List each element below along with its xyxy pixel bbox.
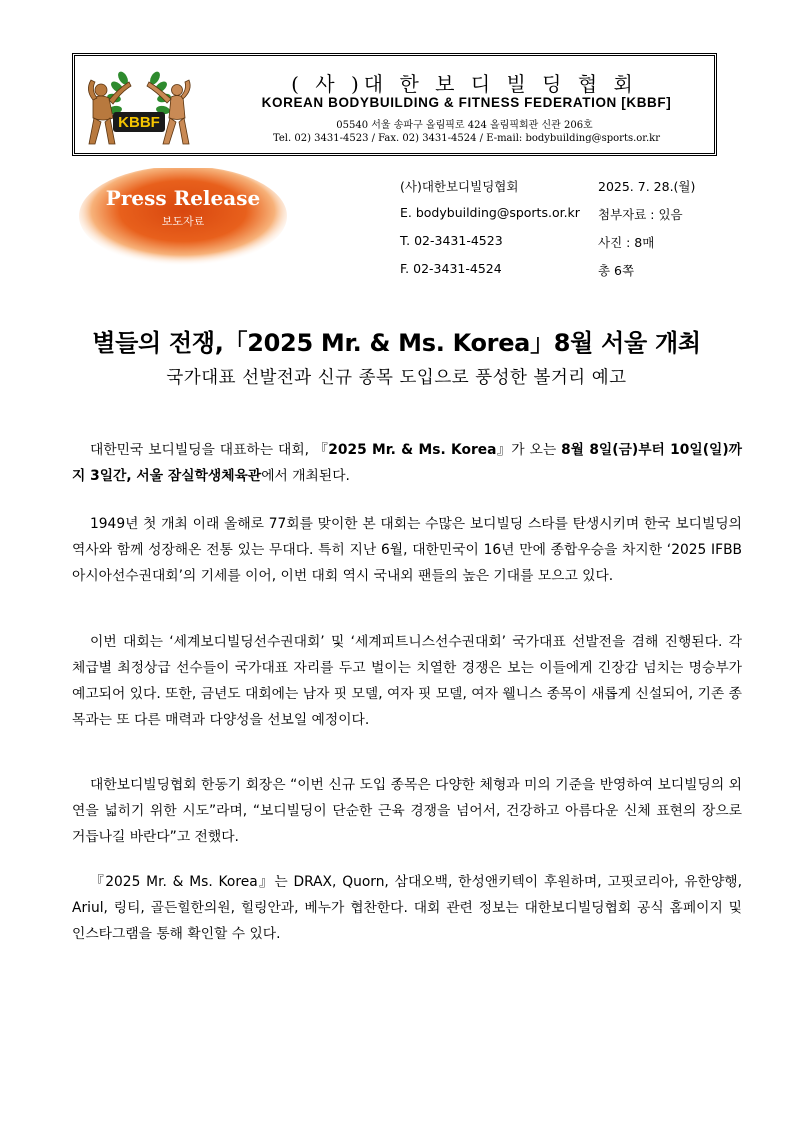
- kbbf-logo: [83, 60, 195, 152]
- meta-org: (사)대한보디빌딩협회: [400, 179, 519, 194]
- meta-pages: 총 6쪽: [598, 263, 635, 278]
- meta-photos: 사진 : 8매: [598, 235, 655, 250]
- paragraph-3: 이번 대회는 ‘세계보디빌딩선수권대회’ 및 ‘세계피트니스선수권대회’ 국가대표 선발전을 겸해 진행된다. 각 체급별 최정상급 선수들이 국가대표 자리를 두고 벌이는 치열한 경쟁은 보는 이들에게 긴장감 넘치는 명승부가 예고되어 있다. 또한, 금년도 대회에는 남자 핏 모델, 여자 핏 모델, 여자 웰니스 종목이 새롭게 신설되어, 기존 종목과는 또 다른 매력과 다양성을 선보일 예정이다.: [72, 634, 742, 728]
- press-release-title: Press Release: [105, 186, 261, 210]
- meta-attachment: 첨부자료 : 있음: [598, 207, 683, 222]
- letterhead: [72, 53, 717, 156]
- org-name-english: KOREAN BODYBUILDING & FITNESS FEDERATION [KBBF]: [261, 95, 672, 110]
- headline-title: 별들의 전쟁,「2025 Mr. & Ms. Korea」8월 서울 개최: [92, 329, 701, 357]
- paragraph-2: 1949년 첫 개최 이래 올해로 77회를 맞이한 본 대회는 수많은 보디빌딩 스타를 탄생시키며 한국 보디빌딩의 역사와 함께 성장해온 전통 있는 무대다. 특히 지난 6월, 대한민국이 16년 만에 종합우승을 차지한 ‘2025 IFBB 아시아선수권대회’의 기세를 이어, 이번 대회 역시 국내외 팬들의 높은 기대를 모으고 있다.: [72, 516, 742, 584]
- meta-date: 2025. 7. 28.(월): [598, 179, 696, 194]
- meta-tel: T. 02-3431-4523: [400, 233, 503, 248]
- headline-subtitle: 국가대표 선발전과 신규 종목 도입으로 풍성한 볼거리 예고: [166, 368, 627, 388]
- org-name-korean: ( 사 )대 한 보 디 빌 딩 협 회: [291, 72, 638, 96]
- org-address: 05540 서울 송파구 올림픽로 424 올림픽회관 신관 206호: [336, 120, 593, 131]
- meta-email: E. bodybuilding@sports.or.kr: [400, 205, 580, 220]
- org-contact: Tel. 02) 3431-4523 / Fax. 02) 3431-4524 / E-mail: bodybuilding@sports.or.kr: [273, 133, 660, 144]
- meta-fax: F. 02-3431-4524: [400, 261, 502, 276]
- paragraph-1: 대한민국 보디빌딩을 대표하는 대회, 『2025 Mr. & Ms. Korea』가 오는 8월 8일(금)부터 10일(일)까지 3일간, 서울 잠실학생체육관에서 개최된다.: [72, 442, 742, 484]
- paragraph-4: 대한보디빌딩협회 한동기 회장은 “이번 신규 도입 종목은 다양한 체형과 미의 기준을 반영하여 보디빌딩의 외연을 넓히기 위한 시도”라며, “보디빌딩이 단순한 근육 경쟁을 넘어서, 건강하고 아름다운 신체 표현의 장으로 거듭나길 바란다”고 전했다.: [72, 777, 742, 845]
- paragraph-5: 『2025 Mr. & Ms. Korea』는 DRAX, Quorn, 삼대오백, 한성앤키텍이 후원하며, 고핏코리아, 유한양행, Ariul, 링티, 골든힐한의원, 힐링안과, 베누가 협찬한다. 대회 관련 정보는 대한보디빌딩협회 공식 홈페이지 및 인스타그램을 통해 확인할 수 있다.: [72, 874, 742, 942]
- press-release-subtitle: 보도자료: [161, 215, 205, 228]
- logo-text: KBBF: [118, 114, 160, 131]
